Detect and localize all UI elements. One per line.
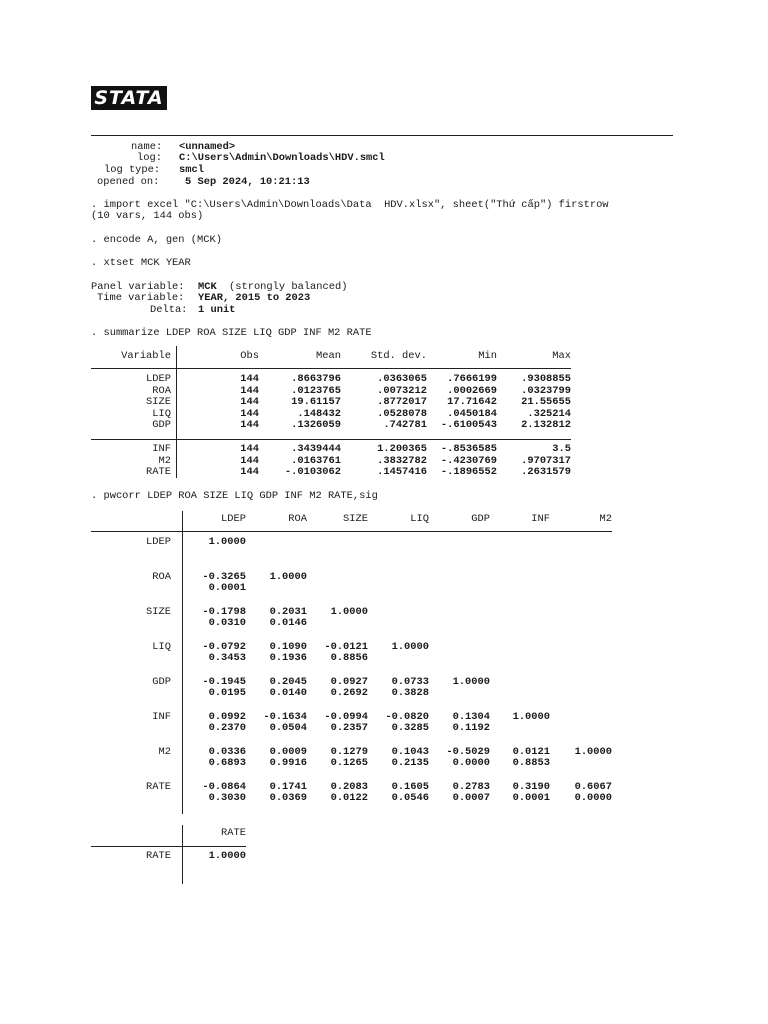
summary-cell: .0123765 — [291, 385, 341, 397]
pwcorr-pvalue: 0.0001 — [512, 792, 550, 804]
pwcorr-coef: 0.1090 — [269, 641, 307, 653]
summary-cell: 144 — [240, 466, 259, 478]
summary-cell: .2631579 — [521, 466, 571, 478]
summary-cell: 19.61157 — [291, 396, 341, 408]
pwcorr2-coef: 1.0000 — [208, 850, 246, 862]
panel-note: (strongly balanced) — [229, 281, 348, 293]
pwcorr-header-cell: LDEP — [221, 513, 246, 525]
import-result: (10 vars, 144 obs) — [91, 210, 204, 222]
name-label: name: — [131, 141, 163, 153]
pwcorr-pvalue: 0.8856 — [330, 652, 368, 664]
pwcorr-pvalue: 0.2357 — [330, 722, 368, 734]
summary-row-label: LDEP — [146, 373, 171, 385]
summary-cell: -.4230769 — [440, 455, 497, 467]
summary-cell: -.8536585 — [440, 443, 497, 455]
pwcorr-pvalue: 0.0310 — [208, 617, 246, 629]
summary-cell: 21.55655 — [521, 396, 571, 408]
pwcorr-coef: 1.0000 — [512, 711, 550, 723]
pwcorr-row-label: SIZE — [146, 606, 171, 618]
summary-header-cell: Max — [552, 350, 571, 362]
pwcorr-coef: -0.0121 — [324, 641, 368, 653]
log-label: log: — [137, 152, 162, 164]
pwcorr-header-cell: INF — [531, 513, 550, 525]
summary-header-cell: Min — [478, 350, 497, 362]
summary-header-cell: Variable — [121, 350, 171, 362]
pwcorr-pvalue: 0.1265 — [330, 757, 368, 769]
pwcorr-coef: 1.0000 — [391, 641, 429, 653]
pwcorr-pvalue: 0.0195 — [208, 687, 246, 699]
summary-cell: .325214 — [527, 408, 571, 420]
import-command: . import excel "C:\Users\Admin\Downloads\Data HDV.xlsx", sheet("Thứ cấp") firstrow — [91, 199, 609, 211]
pwcorr-coef: 0.2083 — [330, 781, 368, 793]
pwcorr-row-label: LDEP — [146, 536, 171, 548]
pwcorr-pvalue: 0.0122 — [330, 792, 368, 804]
summary-cell: .0002669 — [447, 385, 497, 397]
pwcorr-coef: -0.0864 — [202, 781, 246, 793]
pwcorr-coef: -0.1634 — [263, 711, 307, 723]
time-value: YEAR, 2015 to 2023 — [198, 292, 311, 304]
summary-cell: .7666199 — [447, 373, 497, 385]
summary-cell: .3832782 — [377, 455, 427, 467]
summary-header-rule — [91, 368, 571, 369]
pwcorr-coef: 0.0009 — [269, 746, 307, 758]
summary-cell: -.0103062 — [284, 466, 341, 478]
summary-cell: .0363065 — [377, 373, 427, 385]
pwcorr-coef: 0.0121 — [512, 746, 550, 758]
pwcorr-header-rule — [91, 531, 612, 532]
pwcorr-coef: 1.0000 — [574, 746, 612, 758]
summary-cell: .8663796 — [291, 373, 341, 385]
pwcorr-coef: -0.0994 — [324, 711, 368, 723]
delta-label: Delta: — [150, 304, 188, 316]
pwcorr-coef: 0.2783 — [452, 781, 490, 793]
pwcorr-coef: 0.0992 — [208, 711, 246, 723]
summary-cell: 144 — [240, 455, 259, 467]
summary-cell: 1.200365 — [377, 443, 427, 455]
pwcorr-pvalue: 0.3030 — [208, 792, 246, 804]
summary-cell: 2.132812 — [521, 419, 571, 431]
pwcorr-coef: 0.1605 — [391, 781, 429, 793]
pwcorr-header-cell: M2 — [599, 513, 612, 525]
encode-command: . encode A, gen (MCK) — [91, 234, 222, 246]
summary-cell: .9308855 — [521, 373, 571, 385]
pwcorr-pvalue: 0.0504 — [269, 722, 307, 734]
pwcorr-coef: 0.1304 — [452, 711, 490, 723]
pwcorr-pvalue: 0.0001 — [208, 582, 246, 594]
pwcorr-row-label: GDP — [152, 676, 171, 688]
summary-cell: -.6100543 — [440, 419, 497, 431]
summary-row-label: SIZE — [146, 396, 171, 408]
pwcorr-pvalue: 0.3828 — [391, 687, 429, 699]
summary-cell: 17.71642 — [447, 396, 497, 408]
log-value: C:\Users\Admin\Downloads\HDV.smcl — [179, 152, 385, 164]
summary-cell: .3439444 — [291, 443, 341, 455]
pwcorr-coef: 0.1279 — [330, 746, 368, 758]
summarize-command: . summarize LDEP ROA SIZE LIQ GDP INF M2 RATE — [91, 327, 372, 339]
xtset-command: . xtset MCK YEAR — [91, 257, 191, 269]
pwcorr-coef: 0.0336 — [208, 746, 246, 758]
summary-header-cell: Std. dev. — [370, 350, 427, 362]
pwcorr-coef: -0.5029 — [446, 746, 490, 758]
pwcorr-pvalue: 0.3285 — [391, 722, 429, 734]
summary-cell: 144 — [240, 373, 259, 385]
pwcorr-pvalue: 0.0000 — [452, 757, 490, 769]
pwcorr-coef: -0.1798 — [202, 606, 246, 618]
summary-cell: .0450184 — [447, 408, 497, 420]
summary-cell: 144 — [240, 385, 259, 397]
summary-cell: .148432 — [297, 408, 341, 420]
logtype-label: log type: — [104, 164, 161, 176]
pwcorr-coef: 0.2045 — [269, 676, 307, 688]
summary-cell: 144 — [240, 443, 259, 455]
name-value: <unnamed> — [179, 141, 236, 153]
delta-value: 1 unit — [198, 304, 236, 316]
pwcorr-command: . pwcorr LDEP ROA SIZE LIQ GDP INF M2 RATE,sig — [91, 490, 378, 502]
pwcorr-row-label: M2 — [158, 746, 171, 758]
summary-cell: .742781 — [383, 419, 427, 431]
pwcorr-header-cell: SIZE — [343, 513, 368, 525]
summary-cell: .1457416 — [377, 466, 427, 478]
summary-row-label: INF — [152, 443, 171, 455]
header-rule — [91, 135, 673, 136]
summary-row-label: GDP — [152, 419, 171, 431]
pwcorr2-divider — [182, 825, 183, 884]
opened-label: opened on: — [97, 176, 160, 188]
pwcorr-coef: -0.1945 — [202, 676, 246, 688]
pwcorr-header-cell: ROA — [288, 513, 307, 525]
pwcorr-pvalue: 0.0146 — [269, 617, 307, 629]
summary-cell: 3.5 — [552, 443, 571, 455]
pwcorr-row-label: ROA — [152, 571, 171, 583]
pwcorr2-header-rule — [91, 846, 246, 847]
pwcorr-divider — [182, 511, 183, 814]
pwcorr-row-label: LIQ — [152, 641, 171, 653]
summary-cell: 144 — [240, 396, 259, 408]
pwcorr-coef: 0.2031 — [269, 606, 307, 618]
pwcorr-coef: 1.0000 — [330, 606, 368, 618]
pwcorr-header-cell: GDP — [471, 513, 490, 525]
stata-logo: STATA — [91, 86, 167, 110]
opened-value: 5 Sep 2024, 10:21:13 — [185, 176, 310, 188]
pwcorr-pvalue: 0.1192 — [452, 722, 490, 734]
pwcorr-pvalue: 0.6893 — [208, 757, 246, 769]
pwcorr-coef: -0.0820 — [385, 711, 429, 723]
pwcorr-coef: 1.0000 — [269, 571, 307, 583]
pwcorr-coef: 0.3190 — [512, 781, 550, 793]
panel-value: MCK — [198, 281, 217, 293]
pwcorr-pvalue: 0.0546 — [391, 792, 429, 804]
pwcorr-pvalue: 0.8853 — [512, 757, 550, 769]
pwcorr-coef: 0.1043 — [391, 746, 429, 758]
pwcorr-coef: -0.3265 — [202, 571, 246, 583]
summary-row-label: LIQ — [152, 408, 171, 420]
logtype-value: smcl — [179, 164, 204, 176]
pwcorr-pvalue: 0.1936 — [269, 652, 307, 664]
summary-cell: 144 — [240, 419, 259, 431]
summary-row-label: ROA — [152, 385, 171, 397]
summary-cell: .0073212 — [377, 385, 427, 397]
summary-cell: .0163761 — [291, 455, 341, 467]
pwcorr-pvalue: 0.0007 — [452, 792, 490, 804]
pwcorr-row-label: RATE — [146, 781, 171, 793]
pwcorr2-header-cell: RATE — [221, 827, 246, 839]
pwcorr-pvalue: 0.2370 — [208, 722, 246, 734]
summary-row-label: RATE — [146, 466, 171, 478]
pwcorr-coef: 1.0000 — [452, 676, 490, 688]
pwcorr-pvalue: 0.3453 — [208, 652, 246, 664]
pwcorr-coef: 0.0927 — [330, 676, 368, 688]
summary-cell: .0528078 — [377, 408, 427, 420]
pwcorr-coef: 0.6067 — [574, 781, 612, 793]
summary-cell: -.1896552 — [440, 466, 497, 478]
summary-row-label: M2 — [158, 455, 171, 467]
pwcorr-coef: 1.0000 — [208, 536, 246, 548]
time-label: Time variable: — [97, 292, 185, 304]
summary-header-cell: Mean — [316, 350, 341, 362]
pwcorr-header-cell: LIQ — [410, 513, 429, 525]
pwcorr-coef: -0.0792 — [202, 641, 246, 653]
pwcorr-pvalue: 0.0000 — [574, 792, 612, 804]
pwcorr-pvalue: 0.0369 — [269, 792, 307, 804]
pwcorr-coef: 0.1741 — [269, 781, 307, 793]
pwcorr-pvalue: 0.9916 — [269, 757, 307, 769]
pwcorr-coef: 0.0733 — [391, 676, 429, 688]
summary-cell: .0323799 — [521, 385, 571, 397]
pwcorr-pvalue: 0.2135 — [391, 757, 429, 769]
summary-cell: .8772017 — [377, 396, 427, 408]
pwcorr-row-label: INF — [152, 711, 171, 723]
summary-group-rule — [91, 439, 571, 440]
pwcorr-pvalue: 0.2692 — [330, 687, 368, 699]
summary-cell: 144 — [240, 408, 259, 420]
summary-header-cell: Obs — [240, 350, 259, 362]
panel-label: Panel variable: — [91, 281, 185, 293]
summary-cell: .1326059 — [291, 419, 341, 431]
summary-cell: .9707317 — [521, 455, 571, 467]
pwcorr2-row-label: RATE — [146, 850, 171, 862]
pwcorr-pvalue: 0.0140 — [269, 687, 307, 699]
